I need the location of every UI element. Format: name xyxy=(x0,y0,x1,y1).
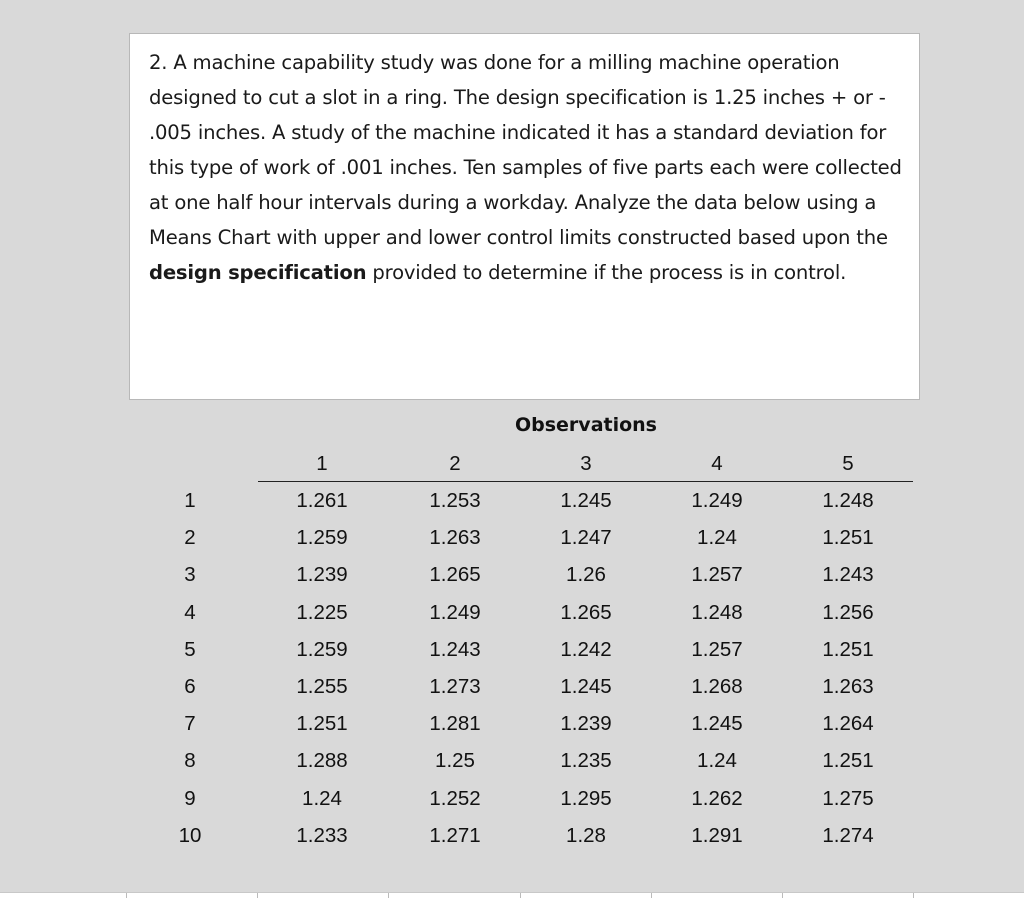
table-cell: 1.242 xyxy=(560,637,612,661)
row-label: 6 xyxy=(184,675,196,698)
table-cell: 1.252 xyxy=(429,786,481,810)
table-cell: 1.259 xyxy=(296,526,348,550)
column-header: 4 xyxy=(711,452,723,475)
grid-line xyxy=(388,893,389,898)
table-cell: 1.24 xyxy=(697,526,737,550)
table-cell: 1.253 xyxy=(429,489,481,512)
table-cell: 1.26 xyxy=(566,563,606,587)
column-header: 3 xyxy=(580,452,592,475)
table-cell: 1.263 xyxy=(822,675,874,698)
table-cell: 1.233 xyxy=(296,823,348,847)
table-cell: 1.263 xyxy=(429,526,481,550)
table-cell: 1.255 xyxy=(296,675,348,698)
table-cell: 1.251 xyxy=(296,712,348,736)
table-cell: 1.248 xyxy=(822,489,874,512)
grid-line xyxy=(782,893,783,898)
table-cell: 1.239 xyxy=(560,712,612,736)
table-cell: 1.251 xyxy=(822,526,874,550)
table-cell: 1.295 xyxy=(560,786,612,810)
table-cell: 1.261 xyxy=(296,489,348,512)
table-cell: 1.288 xyxy=(296,749,348,773)
table-cell: 1.264 xyxy=(822,712,874,736)
header-divider xyxy=(258,481,913,482)
table-cell: 1.245 xyxy=(560,675,612,698)
table-cell: 1.274 xyxy=(822,823,874,847)
table-cell: 1.268 xyxy=(691,675,743,698)
table-cell: 1.243 xyxy=(429,637,481,661)
problem-text: 2. A machine capability study was done for a milling machine operation designed to cut a slot in a ring. The design specification is 1.25 inches + or - .005 inches. A study of the machine indicated it has a standard deviation for this type of work of .001 inches. Ten samples of five parts each were collected at one half hour intervals during a workday. Analyze the data below using a Means Chart with upper and lower control limits constructed based upon the xyxy=(149,51,902,249)
problem-text-box xyxy=(129,33,920,400)
grid-line xyxy=(651,893,652,898)
table-cell: 1.262 xyxy=(691,786,743,810)
table-cell: 1.281 xyxy=(429,712,481,736)
table-cell: 1.239 xyxy=(296,563,348,587)
table-cell: 1.256 xyxy=(822,600,874,624)
row-label: 4 xyxy=(184,600,196,624)
column-header: 5 xyxy=(842,452,854,475)
grid-line xyxy=(913,893,914,898)
problem-statement xyxy=(149,45,909,290)
table-cell: 1.251 xyxy=(822,637,874,661)
table-cell: 1.245 xyxy=(560,489,612,512)
table-cell: 1.271 xyxy=(429,823,481,847)
table-cell: 1.25 xyxy=(435,749,475,773)
row-label: 2 xyxy=(184,526,196,550)
table-cell: 1.249 xyxy=(429,600,481,624)
table-cell: 1.248 xyxy=(691,600,743,624)
table-cell: 1.265 xyxy=(560,600,612,624)
table-cell: 1.251 xyxy=(822,749,874,773)
table-cell: 1.273 xyxy=(429,675,481,698)
table-cell: 1.24 xyxy=(302,786,342,810)
row-label: 9 xyxy=(184,786,196,810)
table-cell: 1.24 xyxy=(697,749,737,773)
row-label: 5 xyxy=(184,637,196,661)
problem-text-end: provided to determine if the process is in control. xyxy=(366,261,847,284)
row-label: 10 xyxy=(178,823,202,847)
row-label: 1 xyxy=(184,489,196,512)
row-label: 8 xyxy=(184,749,196,773)
grid-line xyxy=(520,893,521,898)
column-header: 2 xyxy=(449,452,461,475)
grid-line xyxy=(126,893,127,898)
table-cell: 1.235 xyxy=(560,749,612,773)
row-label: 7 xyxy=(184,712,196,736)
table-cell: 1.259 xyxy=(296,637,348,661)
table-cell: 1.225 xyxy=(296,600,348,624)
table-cell: 1.243 xyxy=(822,563,874,587)
table-cell: 1.257 xyxy=(691,563,743,587)
column-header: 1 xyxy=(316,452,328,475)
table-cell: 1.249 xyxy=(691,489,743,512)
row-label: 3 xyxy=(184,563,196,587)
table-cell: 1.265 xyxy=(429,563,481,587)
problem-text-bold: design specification xyxy=(149,261,367,284)
table-cell: 1.28 xyxy=(566,823,606,847)
table-cell: 1.275 xyxy=(822,786,874,810)
table-cell: 1.257 xyxy=(691,637,743,661)
table-cell: 1.245 xyxy=(691,712,743,736)
table-title: Observations xyxy=(514,414,657,436)
table-cell: 1.291 xyxy=(691,823,743,847)
table-cell: 1.247 xyxy=(560,526,612,550)
grid-line xyxy=(257,893,258,898)
